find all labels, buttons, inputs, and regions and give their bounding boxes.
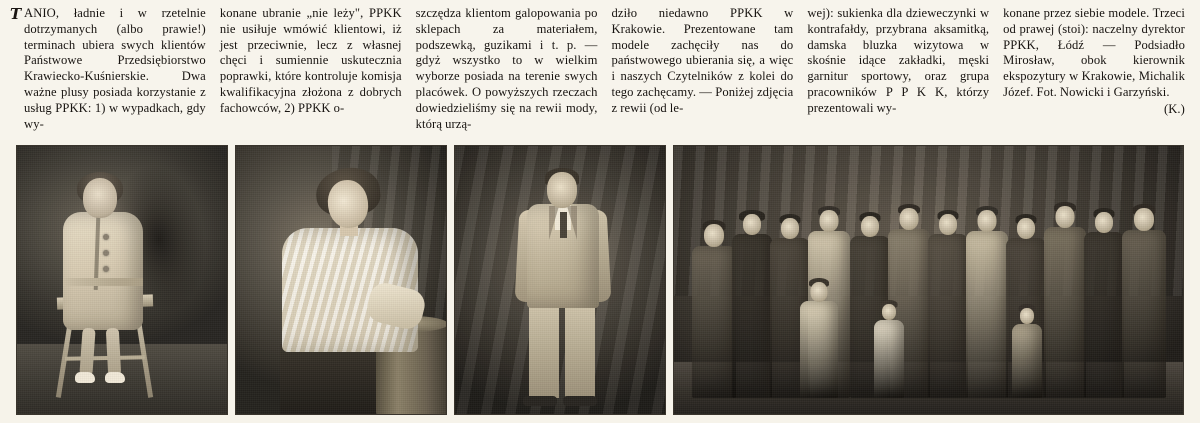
man-shoe <box>523 396 557 406</box>
girl-leg <box>106 328 121 377</box>
person-coat <box>800 301 838 398</box>
person-coat <box>692 246 736 398</box>
girl-shoe <box>75 372 95 383</box>
person-coat <box>966 231 1008 398</box>
article-text-block <box>0 0 1200 140</box>
person-face <box>704 224 724 247</box>
person-face <box>978 210 997 232</box>
person-coat <box>928 234 968 398</box>
person-coat <box>1012 324 1042 398</box>
group-person <box>732 212 772 398</box>
person-coat <box>732 234 772 398</box>
person-face <box>781 218 799 239</box>
person-face <box>1134 208 1154 231</box>
person-coat <box>1044 227 1086 398</box>
man-leg <box>565 304 595 398</box>
group-person <box>692 222 736 398</box>
text-column-1 <box>8 6 213 140</box>
person-face <box>900 208 919 230</box>
person-face <box>1095 212 1113 233</box>
group-person <box>1044 204 1086 398</box>
person-face <box>1056 206 1075 228</box>
person-coat <box>1084 232 1124 398</box>
group-person <box>800 280 838 398</box>
group-person <box>966 208 1008 398</box>
girl-shoe <box>105 372 125 383</box>
person-face <box>861 216 879 237</box>
group-person <box>1122 206 1166 398</box>
group-person <box>874 302 904 398</box>
person-coat <box>874 320 904 398</box>
person-face <box>1020 308 1034 324</box>
person-face <box>743 214 761 235</box>
photo-group-ppkk <box>673 145 1184 415</box>
column-paragraph: ANIO, ładnie i w rzetelnie dotrzymanych (albo prawie!) terminach ubiera swych klientów Państwowe Przedsiębiorstwo Krawiecko-Kuśnierskie. Dwa ważne plusy posiada korzystanie z usług PPKK: 1) w wypadkach, gdy wy- <box>24 6 206 131</box>
article-signature: (K.) <box>1163 101 1185 116</box>
coat-button <box>103 234 109 240</box>
man-shoe <box>563 396 597 406</box>
jacket-lapel <box>567 206 577 240</box>
group-person <box>928 212 968 398</box>
column-paragraph: wej): sukienka dla dzieweczynki w kontrafałdy, przybrana aksamitką, damska bluzka wizytowa w skośnie idące zakładki, męski garnitur sportowy, oraz grupa pracowników P P K K, którzy prezentowali wy- <box>807 6 990 115</box>
text-column-3 <box>409 6 605 140</box>
column-paragraph: szczędza klientom galopowania po sklepach za materiałem, podszewką, guzikami i t. p. — gdyż wszystko to w wielkim wyborze posiada na terenie swych placówek. O powyższych rzeczach dowiedzieliśmy się na rewii mody, którą urzą- <box>415 6 598 131</box>
person-coat <box>1122 230 1166 398</box>
column-paragraph: konane przez siebie modele. Trzeci od prawej (stoi): naczelny dyrektor PPKK, Łódź — Podsiadło Mirosław, obok kierownik ekspozytury w Krakowie, Michalik Józef. Fot. Nowicki i Garzyński. <box>1003 6 1185 99</box>
man-face <box>547 172 577 208</box>
photo-woman-blouse <box>235 145 447 415</box>
group-person <box>1012 306 1042 398</box>
group-person <box>1084 210 1124 398</box>
person-face <box>939 214 957 235</box>
coat-button <box>103 266 109 272</box>
man-tie <box>560 212 567 238</box>
person-face <box>882 304 896 320</box>
coat-button <box>103 250 109 256</box>
photo-strip <box>16 145 1184 415</box>
column-paragraph: konane ubranie „nie leży", PPKK nie usiłuje wmówić klientowi, iż jest przeciwnie, lecz z własnej chęci i sumiennie uskutecznia poprawki, które kontroluje komisja kwalifikacyjna złożona z dobrych fachowców, 2) PPKK o- <box>219 6 402 115</box>
jacket-lapel <box>549 206 559 240</box>
person-face <box>811 282 828 302</box>
man-leg <box>529 304 559 398</box>
drop-cap: T <box>10 5 22 23</box>
text-column-4 <box>604 6 800 140</box>
chair-rung <box>65 355 145 360</box>
photo-girl-dress <box>16 145 228 415</box>
text-column-2 <box>213 6 409 140</box>
photo-man-suit <box>454 145 666 415</box>
coat-belt <box>63 278 143 286</box>
girl-face <box>83 178 117 218</box>
text-column-6 <box>996 6 1192 140</box>
text-column-5 <box>800 6 996 140</box>
column-paragraph: dziło niedawno PPKK w Krakowie. Prezentowane tam modele zachęciły nas do państwowego ubierania się, a więc i naszych Czytelników z kolei do tego zachęcamy. — Poniżej zdjęcia z rewii (od le- <box>611 6 794 115</box>
person-face <box>1017 218 1035 239</box>
person-face <box>820 210 839 232</box>
